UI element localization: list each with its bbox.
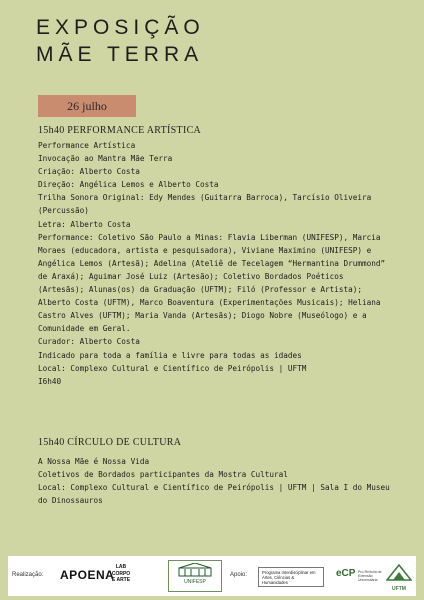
unifesp-logo-text: UNIFESP (184, 579, 206, 585)
uftm-logo-text: UFTM (392, 586, 406, 592)
detail-line: A Nossa Mãe é Nossa Vida (38, 457, 150, 466)
performance-details (38, 139, 390, 388)
date-badge: 26 julho (38, 95, 136, 117)
detail-line: Direção: Angélica Lemos e Alberto Costa (38, 180, 219, 190)
detail-line: I6h40 (38, 376, 62, 386)
detail-line: Performance Artística (38, 141, 136, 150)
sponsors-footer (8, 556, 416, 596)
detail-line: Invocação ao Mantra Mãe Terra (38, 154, 173, 164)
detail-line: Indicado para toda a família e livre para todas as idades (38, 350, 302, 360)
section-heading-performance: 15h40 PERFORMANCE ARTÍSTICA (38, 125, 202, 136)
uftm-mountain-icon (386, 562, 412, 582)
circulo-details (38, 455, 390, 507)
pro-reitoria-logo: Pró-Reitoria de Extensão Universitária (358, 570, 382, 583)
programa-logo: Programa Interdisciplinar em Artes, Ciências & Humanidades (258, 567, 324, 587)
unifesp-logo (168, 560, 222, 592)
exhibition-title (36, 14, 205, 68)
uftm-logo (386, 562, 412, 590)
building-icon (177, 563, 213, 577)
detail-line: Local: Complexo Cultural e Científico de Peirópolis | UFTM | Sala I do Museu do Dinossauros (38, 483, 390, 506)
detail-line: Performance: Coletivo São Paulo a Minas: Flavia Liberman (UNIFESP), Marcia Moraes (educadora, artista e pesquisadora), Viviane Maximino (UNIFESP) e Angélica Lemos (Artesã); Adelina (Ateliê de Tecelagem “Hermantina Drummond” de Araxá); Aguimar José Luiz (Artesão); Coletivo Bordados Poéticos (Artesãs); Alunas(os) da Graduação (UFTM); Filó (Professor e Artista); Alberto Costa (UFTM), Marco Boaventura (Experimentações Musicais); Heliana Castro Alves (UFTM); Maria Vanda (Artesãs); Diogo Nobre (Museólogo) e a Comunidade em Geral. (38, 232, 386, 334)
detail-line: Trilha Sonora Original: Edy Mendes (Guitarra Barroca), Tarcísio Oliveira (Percussão) (38, 193, 372, 216)
title-line-1: EXPOSIÇÃO (36, 16, 205, 39)
title-line-2: MÃE TERRA (36, 43, 204, 66)
realizacao-label: Realização: (12, 572, 44, 578)
apoio-label: Apoio: (230, 572, 248, 578)
detail-line: Coletivos de Bordados participantes da Mostra Cultural (38, 470, 288, 480)
detail-line: Criação: Alberto Costa (38, 167, 140, 177)
cp-logo: eCP (336, 568, 356, 579)
detail-line: Letra: Alberto Costa (38, 219, 131, 229)
lab-corpo-arte-logo: LAB CORPO E ARTE (111, 564, 131, 583)
section-heading-circulo: 15h40 CÍRCULO DE CULTURA (38, 437, 182, 448)
detail-line: Local: Complexo Cultural e Científico de Peirópolis | UFTM (38, 363, 307, 373)
apoena-logo: APOENA (60, 568, 115, 582)
detail-line: Curador: Alberto Costa (38, 337, 140, 347)
